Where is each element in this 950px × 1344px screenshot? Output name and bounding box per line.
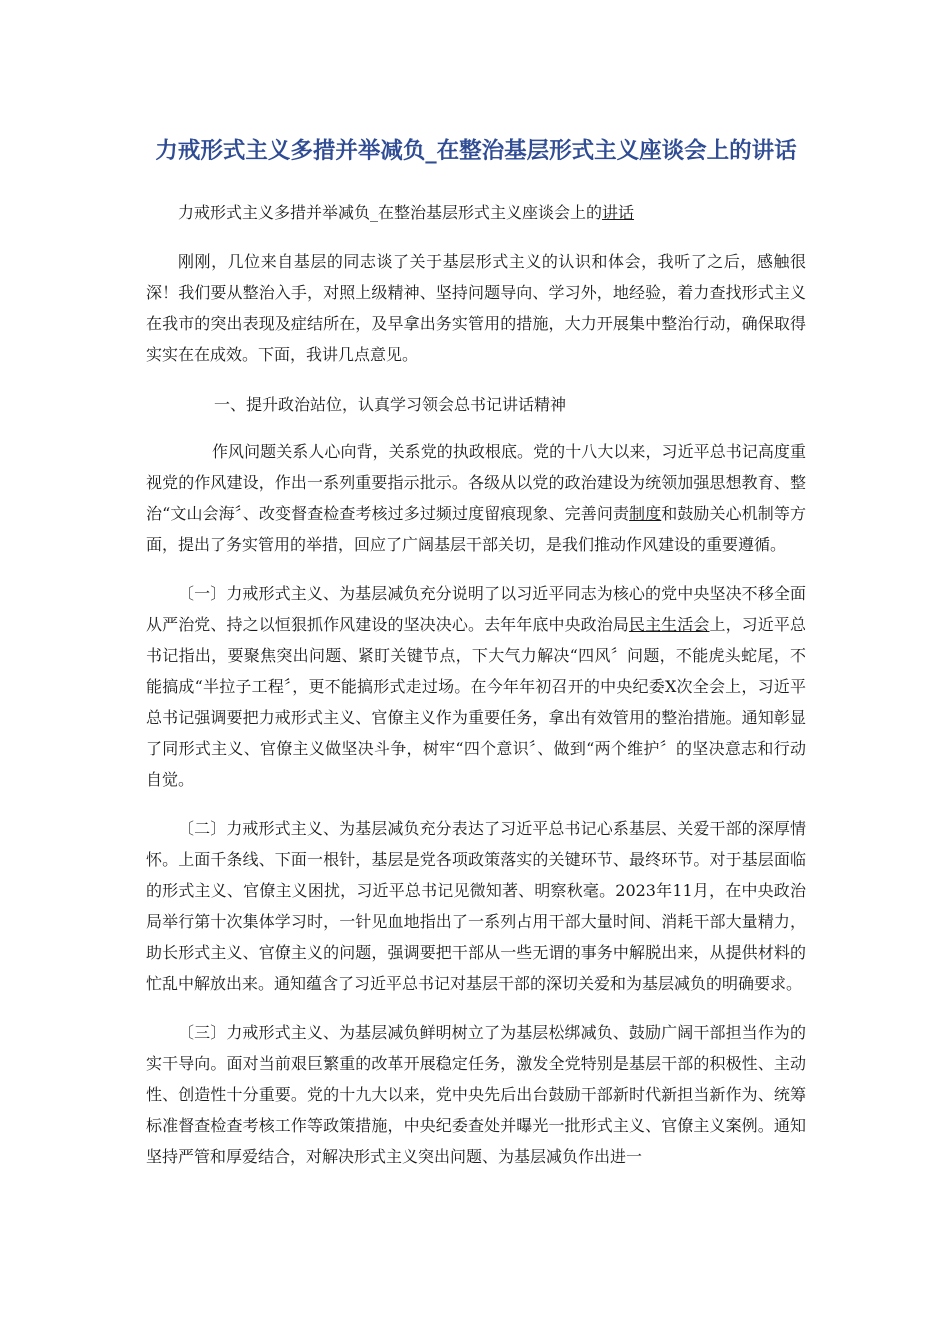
subsection-1-text-b: 上，习近平总书记指出，要聚焦突出问题、紧盯关键节点，下大气力解决“四风〞问题，不能虎头蛇尾，不能搞成“半拉子工程〞，更不能搞形式走过场。在今年年初召开的中央纪委X次全会上，习近平总书记强调要把力戒形式主义、官僚主义作为重要任务，拿出有效管用的整治措施。通知彰显了同形式主义、官僚主义做坚决斗争，树牢“四个意识〞、做到“两个维护〞的坚决意志和行动自觉。 — [146, 615, 806, 789]
document-page — [146, 130, 806, 1172]
section1-text-a: 作风问题关系人心向背，关系党的执政根底。党的十八大以来，习近平总书记高度重视党的作风建设，作出一系列重要指示批示。各级从以党的政治建设为统领加强思想教育、整治“文山会海〞、改变督查检查考核过多过频过度留痕现象、完善问责 — [146, 442, 806, 523]
document-title: 力戒形式主义多措并举减负_在整治基层形式主义座谈会上的讲话 — [155, 138, 797, 164]
subsection-3-paragraph: 〔三〕力戒形式主义、为基层减负鲜明树立了为基层松绑减负、鼓励广阔干部担当作为的实干导向。面对当前艰巨繁重的改革开展稳定任务，激发全党特别是基层干部的积极性、主动性、创造性十分重要。党的十九大以来，党中央先后出台鼓励干部新时代新担当新作为、统筹标准督查检查考核工作等政策措施，中央纪委查处并曝光一批形式主义、官僚主义案例。通知坚持严管和厚爱结合，对解决形式主义突出问题、为基层减负作出进一 — [146, 1023, 806, 1166]
system-link[interactable]: 制度 — [629, 504, 662, 523]
intro-paragraph: 刚刚，几位来自基层的同志谈了关于基层形式主义的认识和体会，我听了之后，感触很深！我们要从整治入手，对照上级精神、坚持问题导向、学习外，地经验，着力查找形式主义在我市的突出表现及症结所在，及早拿出务实管用的措施，大力开展集中整治行动，确保取得实实在在成效。下面，我讲几点意见。 — [146, 252, 806, 364]
section1-text-b: 和鼓励关心机制等方面，提出了务实管用的举措，回应了广阔基层干部关切，是我们推动作风建设的重要遵循。 — [146, 504, 806, 554]
subsection-1-paragraph — [146, 578, 806, 795]
subtitle-text: 力戒形式主义多措并举减负_在整治基层形式主义座谈会上的 — [178, 203, 603, 222]
section-heading-1: 一、提升政治站位，认真学习领会总书记讲话精神 — [214, 395, 567, 414]
subsection-1-text-a: 〔一〕力戒形式主义、为基层减负充分说明了以习近平同志为核心的党中央坚决不移全面从严治党、持之以恒狠抓作风建设的坚决决心。去年年底中央政治局 — [146, 584, 806, 634]
subsection-2-paragraph: 〔二〕力戒形式主义、为基层减负充分表达了习近平总书记心系基层、关爱干部的深厚情怀。上面千条线、下面一根针，基层是党各项政策落实的关键环节、最终环节。对于基层面临的形式主义、官僚主义困扰，习近平总书记见微知著、明察秋毫。2023年11月，在中央政治局举行第十次集体学习时，一针见血地指出了一系列占用干部大量时间、消耗干部大量精力，助长形式主义、官僚主义的问题，强调要把干部从一些无谓的事务中解脱出来，从提供材料的忙乱中解放出来。通知蕴含了习近平总书记对基层干部的深切关爱和为基层减负的明确要求。 — [146, 819, 806, 993]
section1-paragraph — [146, 436, 806, 560]
democratic-life-meeting-link[interactable]: 民主生活会 — [628, 615, 710, 634]
subtitle-speech-link[interactable]: 讲话 — [602, 203, 635, 222]
document-subtitle — [146, 198, 806, 228]
